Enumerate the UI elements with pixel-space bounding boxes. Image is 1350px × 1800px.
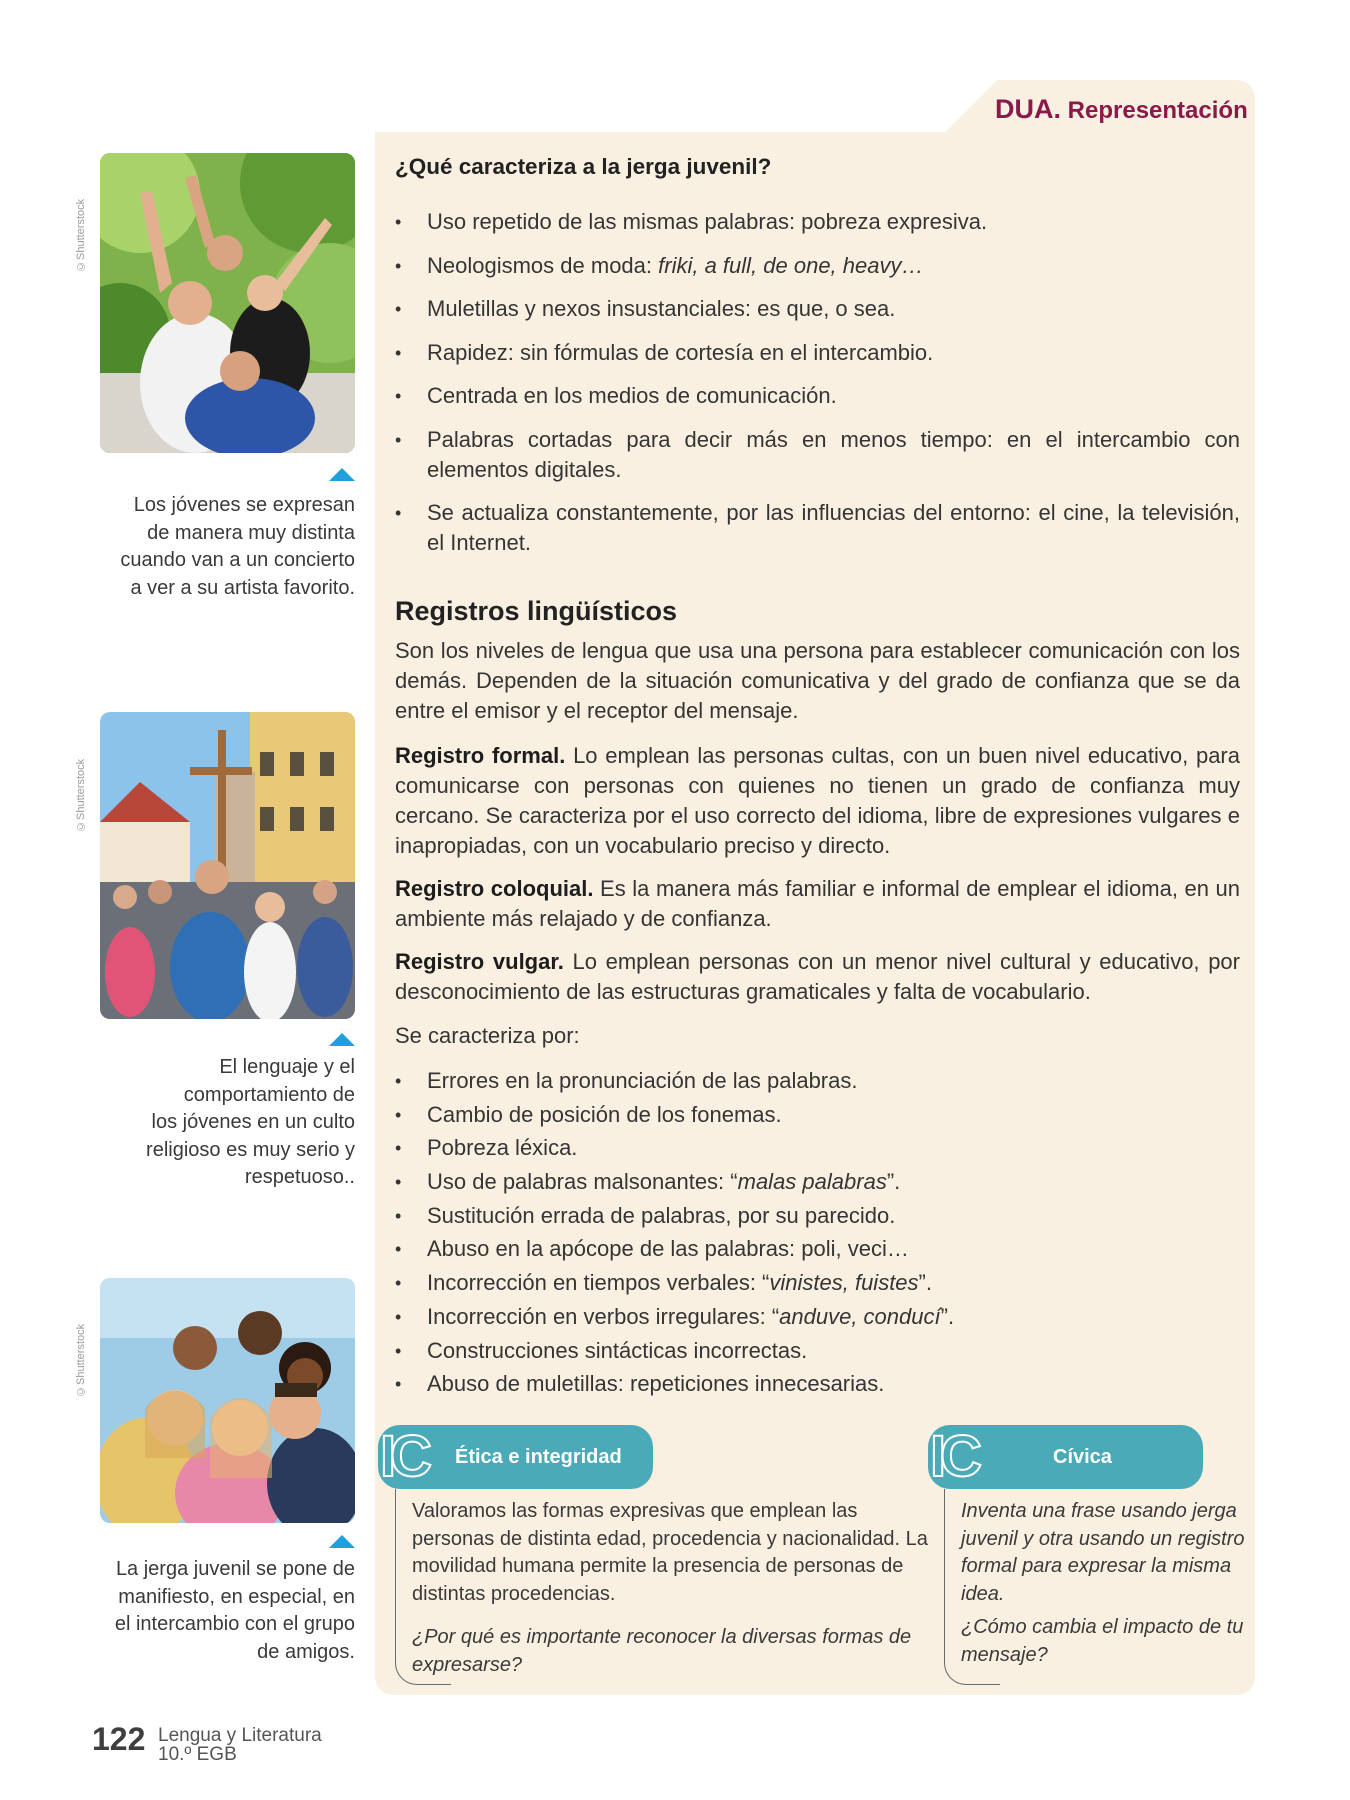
ic-logo-icon: IC: [930, 1424, 976, 1489]
list-item: • Incorrección en verbos irregulares: “anduve, conducí”.: [395, 1302, 1240, 1336]
photo-caption-1: Los jóvenes se expresan de manera muy distinta cuando van a un concierto a ver a su artista favorito.: [120, 494, 355, 599]
book-title: Lengua y Literatura 10.º EGB: [158, 1725, 322, 1765]
list-item: • Cambio de posición de los fonemas.: [395, 1100, 1240, 1134]
ic-civica-text: Inventa una frase usando jerga juvenil y otra usando un registro formal para expresar la misma idea.: [961, 1500, 1245, 1605]
photo-caption-2: El lenguaje y el comportamiento de los jóvenes en un culto religioso es muy serio y respetuoso..: [146, 1056, 355, 1188]
ic-civica-question: ¿Cómo cambia el impacto de tu mensaje?: [961, 1616, 1244, 1666]
caption-pointer-icon: [329, 1535, 355, 1548]
dua-badge: DUA. Representación: [995, 94, 1248, 124]
ic-logo-icon: IC: [380, 1424, 426, 1489]
photo-religious: [100, 712, 355, 1019]
ic-etica-question: ¿Por qué es importante reconocer la diversas formas de expresarse?: [412, 1626, 912, 1676]
vulgar-features-list: [395, 1066, 1240, 1403]
ic-etica-tab: [378, 1425, 653, 1489]
caption-pointer-icon: [329, 468, 355, 481]
list-item: • Sustitución errada de palabras, por su parecido.: [395, 1201, 1240, 1235]
list-item: • Muletillas y nexos insustanciales: es que, o sea.: [395, 294, 1240, 324]
photo-credit: ©Shutterstock: [75, 1323, 87, 1397]
registro-coloquial: Registro coloquial. Es la manera más familiar e informal de emplear el idioma, en un ambiente más relajado y de confianza.: [395, 876, 1240, 931]
photo-concert: [100, 153, 355, 453]
list-item: • Construcciones sintácticas incorrectas.: [395, 1336, 1240, 1370]
ic-etica-text: Valoramos las formas expresivas que emplean las personas de distinta edad, procedencia y nacionalidad. La movilidad humana permite la presencia de personas de distintas procedencias.: [412, 1500, 928, 1605]
registro-vulgar: Registro vulgar. Lo emplean personas con un menor nivel cultural y educativo, por desconocimiento de las estructuras gramaticales y falta de vocabulario.: [395, 949, 1240, 1004]
panel-notch: [375, 80, 945, 132]
registro-formal: Registro formal. Lo emplean las personas cultas, con un buen nivel educativo, para comunicarse con personas con quienes no tienen un grado de confianza muy cercano. Se caracteriza por el uso correcto del idioma, libre de expresiones vulgares e inapropiadas, con un vocabulario preciso y directo.: [395, 743, 1240, 858]
caption-pointer-icon: [329, 1033, 355, 1046]
list-item: • Abuso en la apócope de las palabras: poli, veci…: [395, 1234, 1240, 1268]
list-item: • Uso de palabras malsonantes: “malas palabras”.: [395, 1167, 1240, 1201]
list-item: • Rapidez: sin fórmulas de cortesía en el intercambio.: [395, 338, 1240, 368]
list-item: • Neologismos de moda: friki, a full, de one, heavy…: [395, 251, 1240, 281]
ic-etica-title: Ética e integridad: [455, 1446, 622, 1468]
ic-civica-title: Cívica: [1053, 1446, 1112, 1468]
list-item: • Palabras cortadas para decir más en menos tiempo: en el intercambio con elementos digitales.: [395, 425, 1240, 485]
jerga-features-list: [395, 207, 1240, 572]
list-item: • Uso repetido de las mismas palabras: pobreza expresiva.: [395, 207, 1240, 237]
photo-credit: ©Shutterstock: [75, 758, 87, 832]
section-heading: Registros lingüísticos: [395, 596, 678, 626]
list-item: • Abuso de muletillas: repeticiones innecesarias.: [395, 1369, 1240, 1403]
list-item: • Se actualiza constantemente, por las influencias del entorno: el cine, la televisión, el Internet.: [395, 498, 1240, 558]
registros-intro: Son los niveles de lengua que usa una persona para establecer comunicación con los demás. Dependen de la situación comunicativa y del grado de confianza que se da entre el emisor y el receptor del mensaje.: [395, 638, 1240, 723]
photo-friends: [100, 1278, 355, 1523]
panel-notch-corner: [945, 80, 997, 132]
photo-credit: ©Shutterstock: [75, 198, 87, 272]
list-item: • Centrada en los medios de comunicación.: [395, 381, 1240, 411]
section-question-title: ¿Qué caracteriza a la jerga juvenil?: [395, 154, 772, 179]
list-item: • Errores en la pronunciación de las palabras.: [395, 1066, 1240, 1100]
ic-civica-tab: [928, 1425, 1203, 1489]
photo-caption-3: La jerga juvenil se pone de manifiesto, en especial, en el intercambio con el grupo de amigos.: [114, 1558, 355, 1663]
vulgar-lead: Se caracteriza por:: [395, 1023, 580, 1048]
list-item: • Incorrección en tiempos verbales: “vinistes, fuistes”.: [395, 1268, 1240, 1302]
page-number: 122: [92, 1721, 146, 1757]
list-item: • Pobreza léxica.: [395, 1133, 1240, 1167]
